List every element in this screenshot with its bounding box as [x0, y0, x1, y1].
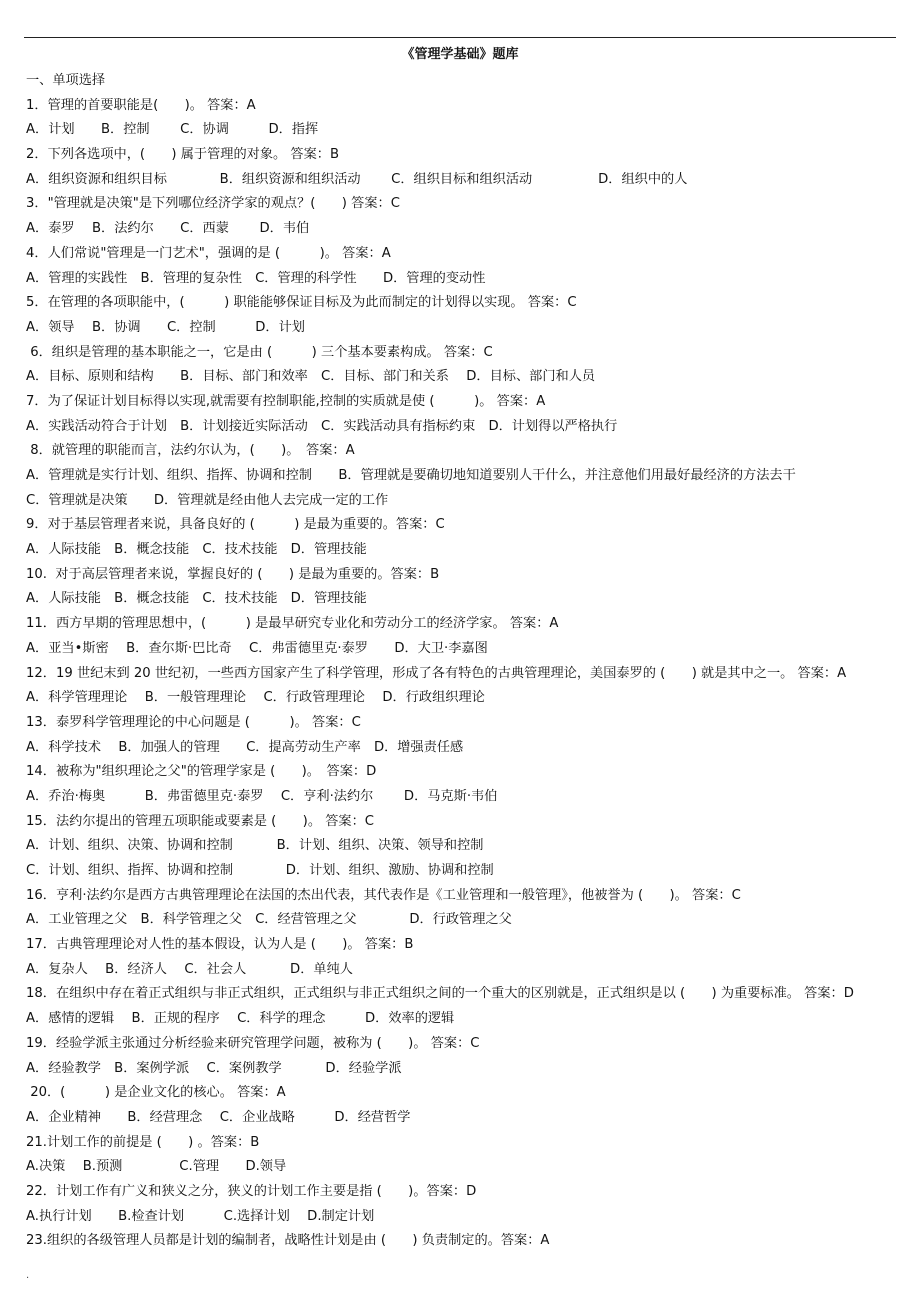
text-line: A．感情的逻辑 B．正规的程序 C．科学的理念 D．效率的逻辑 [26, 1011, 455, 1027]
text-line: 3．"管理就是决策"是下列哪位经济学家的观点？( ) 答案：C [26, 196, 400, 212]
text-line: 7．为了保证计划目标得以实现,就需要有控制职能,控制的实质就是使 ( )。 答案：A [26, 393, 546, 409]
footer-mark: . [26, 1270, 30, 1281]
text-line: 一、单项选择 [26, 73, 106, 88]
text-line: 10. 对于高层管理者来说，掌握良好的 ( ) 是最为重要的。答案：B [26, 566, 440, 582]
text-line: A．科学管理理论 B．一般管理理论 C．行政管理理论 D．行政组织理论 [26, 690, 485, 706]
text-line: 15．法约尔提出的管理五项职能或要素是 ( )。 答案：C [26, 813, 374, 829]
text-line: A．人际技能 B．概念技能 C．技术技能 D．管理技能 [26, 591, 367, 607]
text-line: 11．西方早期的管理思想中，( ) 是最早研究专业化和劳动分工的经济学家。 答案：A [26, 616, 559, 632]
text-line: 2．下列各选项中，( ) 属于管理的对象。 答案：B [26, 147, 340, 163]
header-rule [24, 37, 896, 38]
text-line: 20．( ) 是企业文化的核心。 答案：A [26, 1085, 286, 1101]
text-line: A.执行计划 B.检查计划 C.选择计划 D.制定计划 [26, 1208, 375, 1224]
text-line: A．管理的实践性 B．管理的复杂性 C．管理的科学性 D．管理的变动性 [26, 270, 486, 286]
text-line: A．乔治·梅奥 B．弗雷德里克·泰罗 C．亨利·法约尔 D．马克斯·韦伯 [26, 788, 498, 804]
text-line: C．计划、组织、指挥、协调和控制 D．计划、组织、激励、协调和控制 [26, 863, 494, 878]
text-line: 12．19 世纪末到 20 世纪初，一些西方国家产生了科学管理，形成了各有特色的古典管理理论，美国泰罗的 ( ) 就是其中之一。 答案：A [26, 665, 847, 681]
text-line: A．复杂人 B．经济人 C．社会人 D．单纯人 [26, 961, 353, 977]
text-line: 16．亨利·法约尔是西方古典管理理论在法国的杰出代表，其代表作是《工业管理和一般管理》，他被誉为 ( )。 答案：C [26, 887, 741, 903]
text-line: A．计划、组织、决策、协调和控制 B．计划、组织、决策、领导和控制 [26, 838, 484, 854]
text-line: A.决策 B.预测 C.管理 D.领导 [26, 1159, 287, 1175]
text-line: A．管理就是实行计划、组织、指挥、协调和控制 B．管理就是要确切地知道要别人干什么，并注意他们用最好最经济的方法去干 [26, 468, 796, 483]
text-line: 5．在管理的各项职能中，( ) 职能能够保证目标及为此而制定的计划得以实现。 答案：C [26, 295, 577, 311]
text-line: 17．古典管理理论对人性的基本假设，认为人是 ( )。 答案：B [26, 937, 414, 953]
text-line: A．企业精神 B．经营理念 C．企业战略 D．经营哲学 [26, 1109, 411, 1125]
document-title: 《管理学基础》题库 [401, 47, 519, 62]
text-line: C．管理就是决策 D．管理就是经由他人去完成一定的工作 [26, 492, 389, 508]
text-line: 6．组织是管理的基本职能之一，它是由 ( ) 三个基本要素构成。 答案：C [26, 344, 493, 360]
text-line: 19．经验学派主张通过分析经验来研究管理学问题，被称为 ( )。 答案：C [26, 1035, 480, 1051]
text-line: A．工业管理之父 B．科学管理之父 C．经营管理之父 D．行政管理之父 [26, 912, 512, 928]
text-line: 21.计划工作的前提是 ( ) 。答案：B [26, 1134, 260, 1150]
text-line: A．亚当•斯密 B．查尔斯·巴比奇 C．弗雷德里克·泰罗 D．大卫·李嘉图 [26, 640, 488, 656]
question-bank-content [26, 69, 906, 1254]
text-line: 1．管理的首要职能是( )。 答案：A [26, 97, 256, 113]
text-line: 9．对于基层管理者来说，具备良好的 ( ) 是最为重要的。答案：C [26, 517, 445, 533]
text-line: A．科学技术 B．加强人的管理 C．提高劳动生产率 D．增强责任感 [26, 739, 464, 755]
text-line: A．计划 B．控制 C．协调 D．指挥 [26, 122, 319, 138]
text-line: A．组织资源和组织目标 B．组织资源和组织活动 C．组织目标和组织活动 D．组织中的人 [26, 171, 688, 187]
text-line: A．领导 B．协调 C．控制 D．计划 [26, 319, 305, 335]
text-line: 23.组织的各级管理人员都是计划的编制者，战略性计划是由 ( ) 负责制定的。答案：A [26, 1233, 550, 1249]
text-line: A．泰罗 B．法约尔 C．西蒙 D．韦伯 [26, 221, 310, 237]
text-line: A．经验教学 B．案例学派 C．案例教学 D．经验学派 [26, 1060, 402, 1076]
text-line: A．实践活动符合于计划 B．计划接近实际活动 C．实践活动具有指标约束 D．计划得以严格执行 [26, 418, 618, 434]
text-line: 4．人们常说"管理是一门艺术"，强调的是 ( )。 答案：A [26, 245, 391, 261]
text-line: A．目标、原则和结构 B．目标、部门和效率 C．目标、部门和关系 D．目标、部门和人员 [26, 369, 596, 385]
text-line: 13．泰罗科学管理理论的中心问题是 ( )。 答案：C [26, 714, 361, 730]
text-line: 22．计划工作有广义和狭义之分，狭义的计划工作主要是指 ( )。答案：D [26, 1183, 477, 1199]
text-line: 8．就管理的职能而言，法约尔认为，( )。 答案：A [26, 443, 355, 459]
text-line: 14．被称为"组织理论之父"的管理学家是 ( )。 答案：D [26, 764, 377, 780]
text-line: A．人际技能 B．概念技能 C．技术技能 D．管理技能 [26, 542, 367, 558]
text-line: 18．在组织中存在着正式组织与非正式组织，正式组织与非正式组织之间的一个重大的区别就是，正式组织是以 ( ) 为重要标准。 答案：D [26, 986, 854, 1002]
